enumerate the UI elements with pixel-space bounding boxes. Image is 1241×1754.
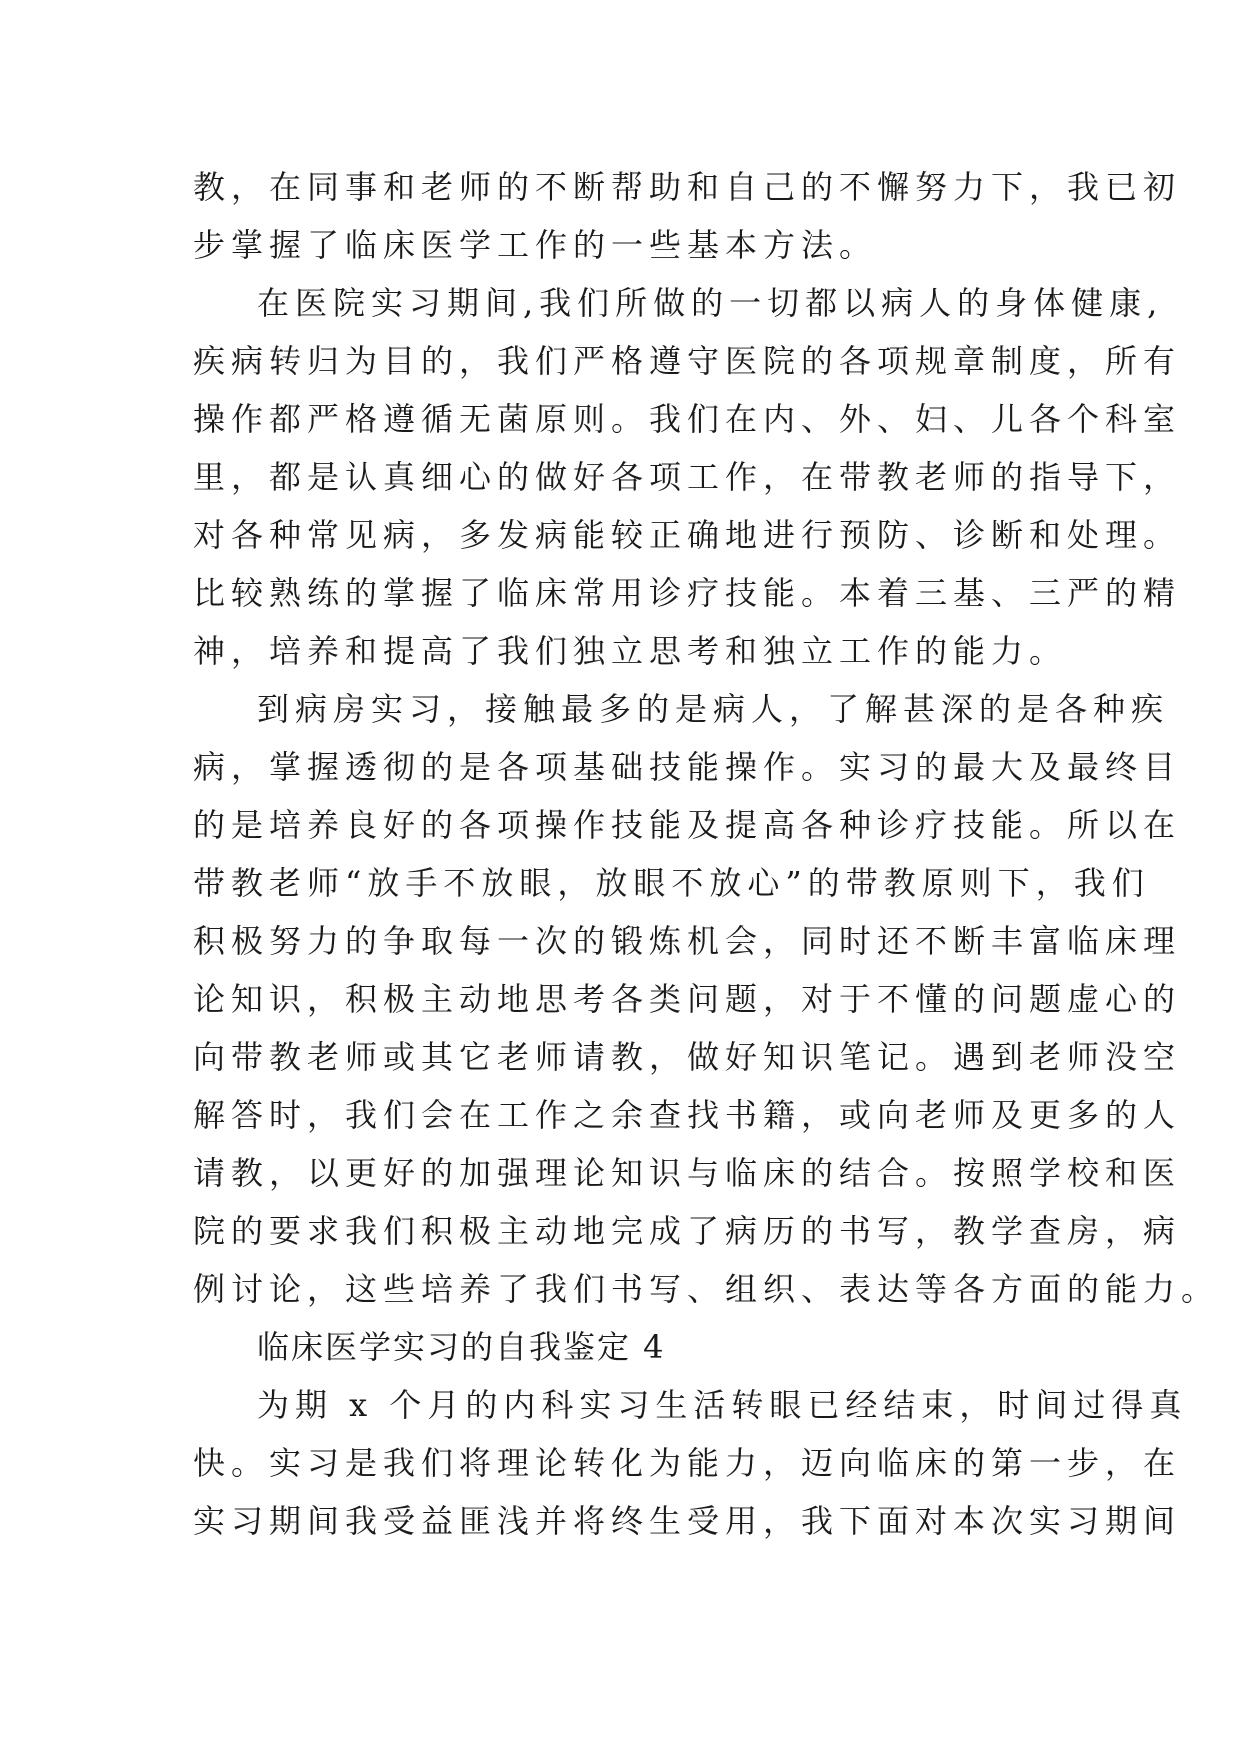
text-line: 教，在同事和老师的不断帮助和自己的不懈努力下，我已初: [193, 168, 1182, 206]
text-line: 快。实习是我们将理论转化为能力，迈向临床的第一步，在: [193, 1444, 1182, 1482]
text-line: 实习期间我受益匪浅并将终生受用，我下面对本次实习期间: [193, 1502, 1182, 1540]
text-line: 解答时，我们会在工作之余查找书籍，或向老师及更多的人: [193, 1096, 1182, 1134]
text-line: 对各种常见病，多发病能较正确地进行预防、诊断和处理。: [193, 516, 1182, 554]
text-line: 里，都是认真细心的做好各项工作，在带教老师的指导下，: [193, 458, 1182, 496]
text-line: 在医院实习期间,我们所做的一切都以病人的身体健康,: [257, 284, 1164, 322]
text-line: 病，掌握透彻的是各项基础技能操作。实习的最大及最终目: [193, 748, 1182, 786]
text-line: 为期 x 个月的内科实习生活转眼已经结束，时间过得真: [257, 1386, 1188, 1424]
text-line: 的是培养良好的各项操作技能及提高各种诊疗技能。所以在: [193, 806, 1182, 844]
text-line: 到病房实习，接触最多的是病人，了解甚深的是各种疾: [257, 690, 1170, 728]
text-line: 向带教老师或其它老师请教，做好知识笔记。遇到老师没空: [193, 1038, 1182, 1076]
text-line: 积极努力的争取每一次的锻炼机会，同时还不断丰富临床理: [193, 922, 1182, 960]
text-line: 论知识，积极主动地思考各类问题，对于不懂的问题虚心的: [193, 980, 1182, 1018]
section-heading: 临床医学实习的自我鉴定 4: [257, 1328, 666, 1366]
text-line: 带教老师“放手不放眼，放眼不放心”的带教原则下，我们: [193, 864, 1150, 902]
text-line: 神，培养和提高了我们独立思考和独立工作的能力。: [193, 632, 1068, 670]
text-line: 请教，以更好的加强理论知识与临床的结合。按照学校和医: [193, 1154, 1182, 1192]
text-line: 步掌握了临床医学工作的一些基本方法。: [193, 226, 878, 264]
text-line: 操作都严格遵循无菌原则。我们在内、外、妇、儿各个科室: [193, 400, 1182, 438]
text-line: 院的要求我们积极主动地完成了病历的书写，教学查房，病: [193, 1212, 1182, 1250]
document-body: [193, 158, 1220, 1550]
text-line: 比较熟练的掌握了临床常用诊疗技能。本着三基、三严的精: [193, 574, 1182, 612]
text-line: 疾病转归为目的，我们严格遵守医院的各项规章制度，所有: [193, 342, 1182, 380]
text-line: 例讨论，这些培养了我们书写、组织、表达等各方面的能力。: [193, 1270, 1220, 1308]
